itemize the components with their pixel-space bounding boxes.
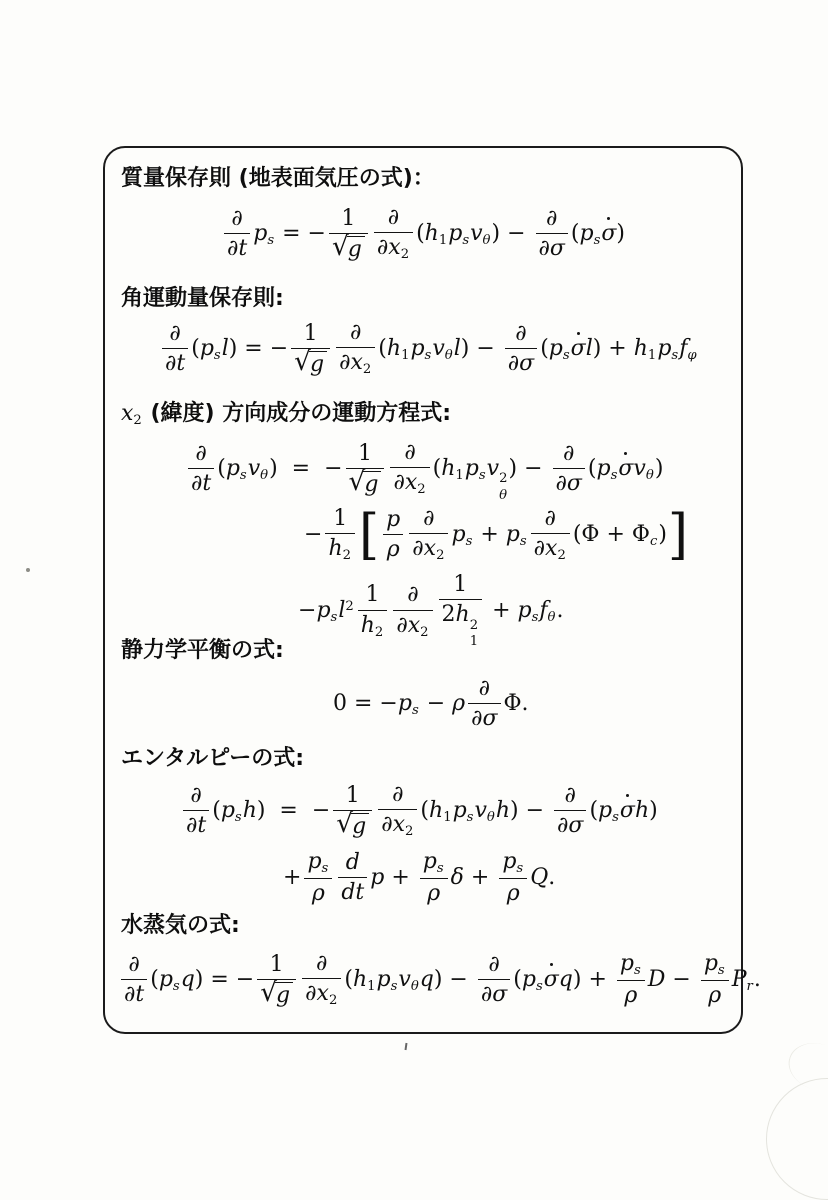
- section-heading-mass-conservation: [121, 165, 435, 193]
- scan-speck: [26, 568, 30, 572]
- section-heading-enthalpy: [121, 745, 304, 773]
- equation-angular-momentum: ∂ ∂t (psl) = − $\frac{1}{√g}$ ∂ ∂x2 (h1psvθl) − ∂ ∂σ (ps σ l) + h1psfφ: [159, 320, 698, 378]
- equation-enthalpy-line1: ∂ ∂t (psh) = − $\frac{1}{√g}$ ∂ ∂x2 (h1psvθh) − ∂ ∂σ (ps σ h): [180, 782, 658, 840]
- equation-water-vapor: ∂ ∂t (psq) = − $\frac{1}{√g}$ ∂ ∂x2 (h1psvθq) − ∂ ∂σ (ps σ q) + $\frac{ps}{\rho}$ D − $\frac{ps}{\rho}$ Pr.: [118, 951, 761, 1009]
- heading-text: 静力学平衡の式:: [121, 638, 284, 663]
- scan-curl-artifact: [766, 1078, 828, 1200]
- heading-math-x2: x2: [121, 401, 142, 429]
- equations-panel: [103, 146, 761, 1034]
- heading-text: (緯度) 方向成分の運動方程式:: [142, 401, 452, 426]
- section-heading-hydrostatic: [121, 637, 284, 665]
- heading-text: 水蒸気の式:: [121, 913, 240, 938]
- equation-x2-momentum-line1: ∂ ∂t (psvθ) = − $\frac{1}{√g}$ ∂ ∂x2 (h1psv 2 θ ) − ∂ ∂σ (ps σ vθ): [185, 440, 663, 504]
- section-heading-water-vapor: [121, 912, 240, 940]
- equation-enthalpy-line2: + $\frac{ps}{\rho}$ $\frac{d}{dt}$ p + $\frac{ps}{\rho}$ δ + $\frac{ps}{\rho}$ Q.: [283, 849, 556, 907]
- section-heading-angular-momentum: [121, 285, 284, 313]
- section-heading-x2-momentum: [121, 400, 451, 430]
- equation-x2-momentum-line3: −psl$^2$ $\frac{1}{h2}$ ∂ ∂x2 1 2h 2 1 + psfθ.: [298, 572, 564, 650]
- equation-hydrostatic: 0 = −ps − ρ ∂ ∂σ Φ.: [333, 676, 529, 732]
- equation-x2-momentum-line2: − $\frac{1}{h2}$ [ $\frac{p}{\rho}$ ∂ ∂x2 ps + ps ∂ ∂x2 (Φ + Φc)]: [304, 503, 689, 567]
- heading-text: エンタルピーの式:: [121, 746, 305, 771]
- heading-text: 質量保存則 (地表面気圧の式)：: [121, 166, 435, 191]
- scan-mark: [405, 1043, 408, 1050]
- equation-surface-pressure: ∂ ∂t ps = − $\frac{1}{√g}$ ∂ ∂x2 (h1psvθ) − ∂ ∂σ (ps σ ): [221, 205, 625, 263]
- heading-text: 角運動量保存則:: [121, 286, 284, 311]
- scan-edge-shadow: [0, 0, 10, 1167]
